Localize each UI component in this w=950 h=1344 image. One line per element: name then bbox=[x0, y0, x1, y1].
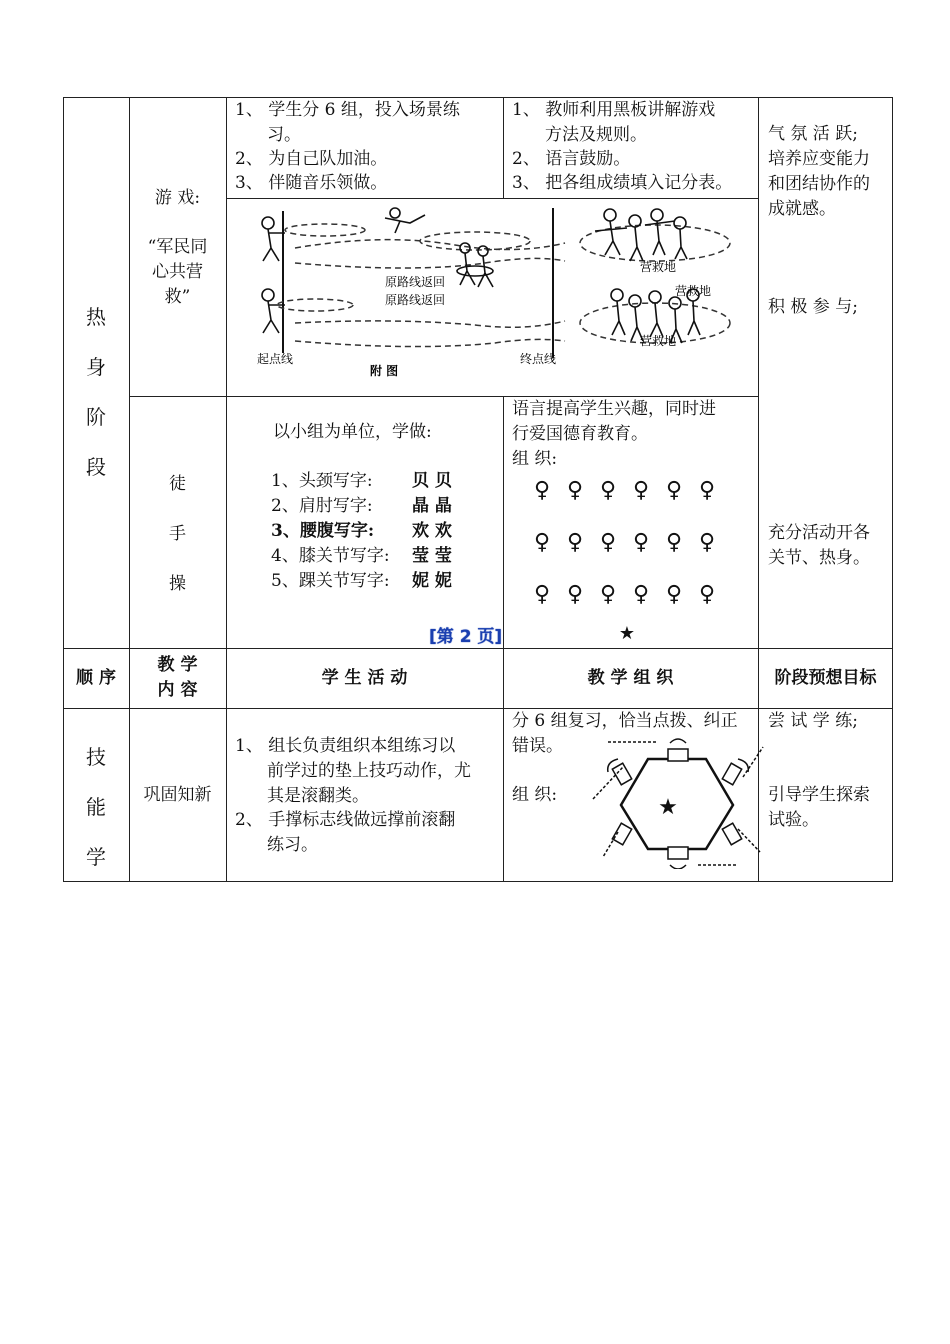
stage-warmup: 热 身 阶 段 bbox=[86, 305, 106, 479]
student-activity-3-line-1: 1、 组长负责组织本组练习以 bbox=[235, 736, 456, 756]
exercise-item-label: 1、头颈写字: bbox=[271, 471, 373, 491]
header-content-line-1: 教 学 bbox=[157, 655, 198, 675]
student-activity-1-line-1: 1、 学生分 6 组，投入场景练 bbox=[235, 100, 460, 120]
student-symbol-icon: ♀ bbox=[533, 530, 551, 555]
col-line-2 bbox=[226, 97, 227, 882]
student-activity-3-line-2: 前学过的垫上技巧动作，尤 bbox=[267, 761, 471, 781]
student-symbol-icon: ♀ bbox=[599, 478, 617, 503]
goal-1-line-2: 培养应变能力 bbox=[768, 149, 870, 169]
lesson-plan-table bbox=[63, 97, 893, 882]
goal-3-line-2: 关节、热身。 bbox=[768, 548, 870, 568]
exercise-item-label: 3、腰腹写字: bbox=[271, 521, 375, 541]
goal-4-line-3: 试验。 bbox=[768, 810, 819, 830]
return-line-label-1: 原路线返回 bbox=[385, 275, 446, 289]
student-symbol-icon: ♀ bbox=[665, 478, 683, 503]
student-symbol-icon: ♀ bbox=[665, 582, 683, 607]
game-name-line-2: 心共营 bbox=[152, 262, 203, 282]
student-symbol-icon: ♀ bbox=[566, 478, 584, 503]
exercise-item-name: 妮 妮 bbox=[412, 571, 452, 591]
org-3-line-2: 错误。 bbox=[512, 736, 563, 756]
teacher-org-1-line-4: 3、 把各组成绩填入记分表。 bbox=[512, 173, 733, 193]
table-border-top bbox=[63, 97, 893, 98]
student-activity-3-line-3: 其是滚翻类。 bbox=[267, 786, 369, 806]
org-3-line-1: 分 6 组复习，恰当点拨、纠正 bbox=[512, 711, 738, 731]
student-symbol-icon: ♀ bbox=[533, 582, 551, 607]
student-symbol-icon: ♀ bbox=[632, 530, 650, 555]
teacher-org-1-line-1: 1、 教师利用黑板讲解游戏 bbox=[512, 100, 716, 120]
game-name-line-1: “军民同 bbox=[147, 237, 208, 257]
game-diagram bbox=[235, 203, 755, 393]
exercise-item-name: 晶 晶 bbox=[412, 496, 452, 516]
student-symbol-icon: ♀ bbox=[698, 478, 716, 503]
goal-4-line-1: 尝 试 学 练; bbox=[768, 711, 858, 731]
teacher-org-1-line-3: 2、 语言鼓励。 bbox=[512, 149, 631, 169]
goal-1-line-3: 和团结协作的 bbox=[768, 174, 870, 194]
return-line-label-2: 原路线返回 bbox=[385, 293, 446, 307]
student-symbol-icon: ♀ bbox=[566, 582, 584, 607]
table-border-right bbox=[892, 97, 893, 882]
org-2-line-1: 语言提高学生兴趣，同时进 bbox=[512, 399, 716, 419]
student-activity-1-line-2: 习。 bbox=[267, 125, 301, 145]
student-activity-1-line-4: 3、 伴随音乐领做。 bbox=[235, 173, 388, 193]
goal-2: 积 极 参 与; bbox=[768, 297, 858, 317]
end-line-label: 终点线 bbox=[520, 352, 557, 366]
student-symbol-icon: ♀ bbox=[632, 582, 650, 607]
student-symbol-icon: ♀ bbox=[698, 582, 716, 607]
student-activity-1-line-3: 2、 为自己队加油。 bbox=[235, 149, 388, 169]
exercise-name: 徒 手 操 bbox=[169, 474, 186, 594]
header-content-line-2: 内 容 bbox=[157, 680, 198, 700]
header-org: 教 学 组 织 bbox=[587, 668, 674, 688]
content-review: 巩固知新 bbox=[143, 785, 212, 805]
stage-skill: 技 能 学 bbox=[86, 745, 106, 869]
student-symbol-icon: ♀ bbox=[698, 530, 716, 555]
exercise-item-name: 贝 贝 bbox=[412, 471, 452, 491]
org-2-line-2: 行爱国德育教育。 bbox=[512, 424, 648, 444]
student-symbol-icon: ♀ bbox=[599, 582, 617, 607]
teacher-org-1-line-2: 方法及规则。 bbox=[545, 125, 647, 145]
student-symbol-icon: ♀ bbox=[566, 530, 584, 555]
page-marker: [第 2 页] bbox=[429, 627, 503, 647]
exercise-item-label: 4、膝关节写字: bbox=[271, 546, 390, 566]
figure-caption: 附 图 bbox=[370, 364, 399, 378]
exercise-item-name: 莹 莹 bbox=[412, 546, 452, 566]
student-symbol-icon: ♀ bbox=[665, 530, 683, 555]
header-student: 学 生 活 动 bbox=[321, 668, 408, 688]
student-symbol-icon: ♀ bbox=[599, 530, 617, 555]
student-activity-3-line-5: 练习。 bbox=[267, 835, 318, 855]
exercise-item-label: 2、肩肘写字: bbox=[271, 496, 373, 516]
teacher-star-icon-2: ★ bbox=[658, 795, 678, 820]
start-line-label: 起点线 bbox=[257, 352, 294, 366]
exercise-intro: 以小组为单位，学做: bbox=[273, 422, 432, 442]
student-activity-3-line-4: 2、 手撑标志线做远撑前滚翻 bbox=[235, 810, 456, 830]
table-border-bottom bbox=[63, 881, 893, 882]
rescue-label-1: 营救地 bbox=[640, 260, 677, 274]
header-order: 顺 序 bbox=[76, 668, 116, 688]
goal-3-line-1: 充分活动开各 bbox=[768, 523, 870, 543]
org-2-line-3: 组 织: bbox=[512, 449, 558, 469]
goal-1-line-1: 气 氛 活 跃; bbox=[768, 124, 858, 144]
rescue-label-3: 营救地 bbox=[640, 334, 677, 348]
col-line-3b bbox=[503, 396, 504, 882]
header-goal: 阶段预想目标 bbox=[774, 668, 877, 688]
goal-4-line-2: 引导学生探索 bbox=[768, 785, 870, 805]
exercise-item-name: 欢 欢 bbox=[412, 521, 452, 541]
student-symbol-icon: ♀ bbox=[632, 478, 650, 503]
row-line-activity bbox=[226, 198, 758, 199]
game-name-line-3: 救” bbox=[164, 287, 191, 307]
student-symbol-icon: ♀ bbox=[533, 478, 551, 503]
col-line-3a bbox=[503, 97, 504, 198]
teacher-star-icon: ★ bbox=[618, 623, 636, 644]
rescue-label-2: 营救地 bbox=[675, 284, 712, 298]
game-label: 游 戏: bbox=[154, 188, 201, 208]
goal-1-line-4: 成就感。 bbox=[768, 199, 836, 219]
exercise-item-label: 5、踝关节写字: bbox=[271, 571, 390, 591]
org-3-label: 组 织: bbox=[512, 785, 558, 805]
